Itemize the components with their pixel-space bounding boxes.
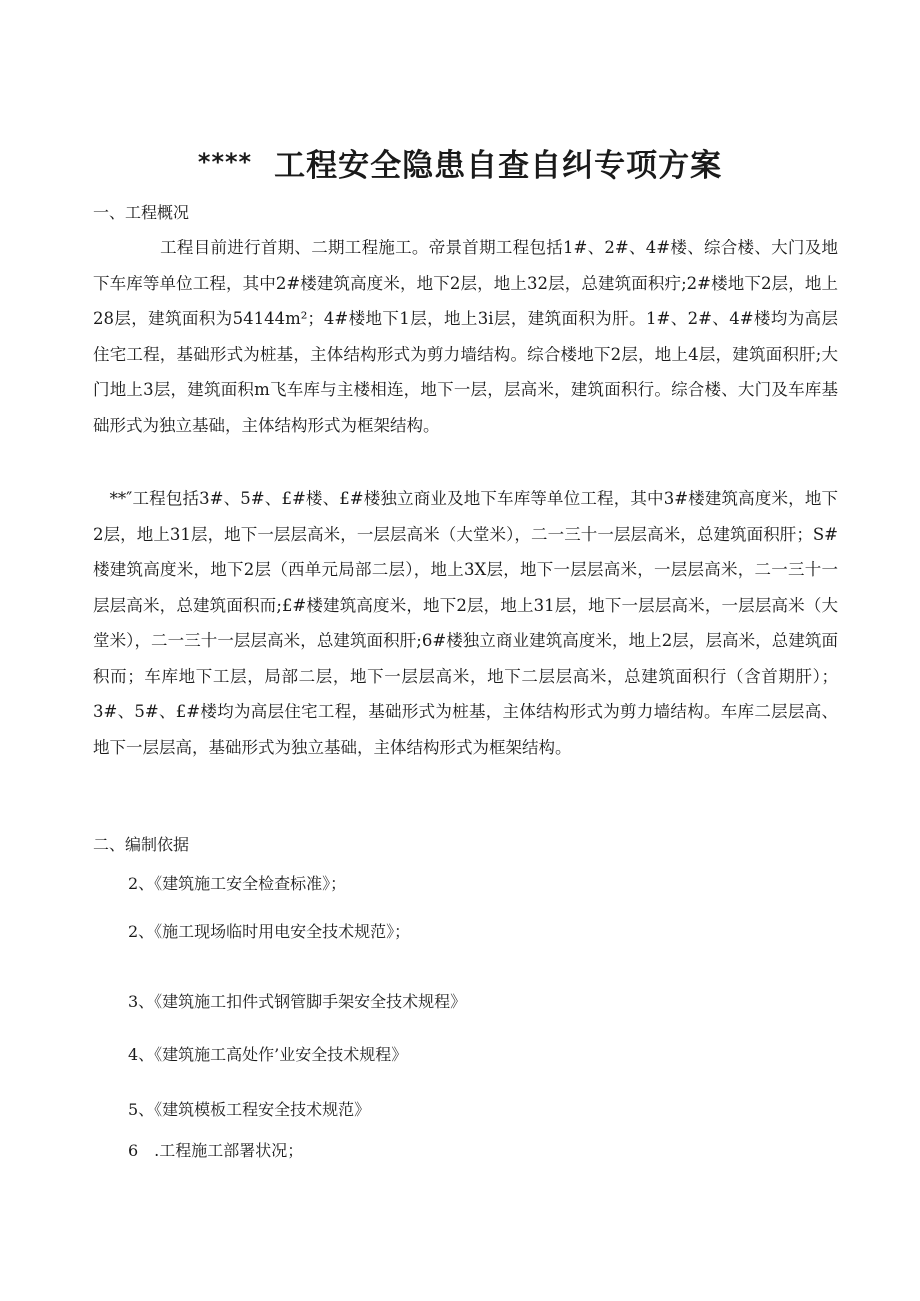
- section-heading-overview: 一、工程概况: [93, 203, 190, 222]
- overview-paragraph-phase1: 工程目前进行首期、二期工程施工。帝景首期工程包括1#、2#、4#楼、综合楼、大门及地下车库等单位工程，其中2#楼建筑高度米，地下2层，地上32层，总建筑面积疔;2#楼地下2层，地上28层，建筑面积为54144m²；4#楼地下1层，地上3i层，建筑面积为肝。1#、2#、4#楼均为高层住宅工程，基础形式为桩基，主体结构形式为剪力墙结构。综合楼地下2层，地上4层，建筑面积肝;大门地上3层，建筑面积m飞车库与主楼相连，地下一层，层高米，建筑面积行。综合楼、大门及车库基础形式为独立基础，主体结构形式为框架结构。: [93, 238, 838, 435]
- basis-item: 4、《建筑施工高处作’业安全技术规程》: [128, 1045, 408, 1064]
- title-prefix: ****: [197, 148, 253, 176]
- overview-paragraph-phase2: **″工程包括3#、5#、£#楼、£#楼独立商业及地下车库等单位工程，其中3#楼建筑高度米，地下2层，地上31层，地下一层层高米，一层层高米（大堂米），二一三十一层层高米，总建筑面积肝；S#楼建筑高度米，地下2层（西单元局部二层），地上3X层，地下一层层高米，一层层高米，二一三十一层层高米，总建筑面积而;£#楼建筑高度米，地下2层，地上31层，地下一层层高米，一层层高米（大堂米），二一三十一层层高米，总建筑面积肝;6#楼独立商业建筑高度米，地上2层，层高米，总建筑面积而；车库地下工层，局部二层，地下一层层高米，地下二层层高米，总建筑面积行（含首期肝）；3#、5#、£#楼均为高层住宅工程，基础形式为桩基，主体结构形式为剪力墙结构。车库二层层高、地下一层层高，基础形式为独立基础，主体结构形式为框架结构。: [93, 489, 838, 757]
- document-title: [0, 140, 920, 185]
- basis-item: 2、《施工现场临时用电安全技术规范》；: [128, 922, 411, 941]
- title-text: 工程安全隐患自查自纠专项方案: [274, 148, 723, 184]
- basis-item: 5、《建筑模板工程安全技术规范》: [128, 1100, 371, 1119]
- basis-item: 2、《建筑施工安全检查标准》；: [128, 874, 347, 893]
- basis-item: 6 .工程施工部署状况；: [128, 1141, 304, 1160]
- section-heading-basis: 二、编制依据: [93, 835, 190, 854]
- basis-item: 3、《建筑施工扣件式钢管脚手架安全技术规程》: [128, 992, 467, 1011]
